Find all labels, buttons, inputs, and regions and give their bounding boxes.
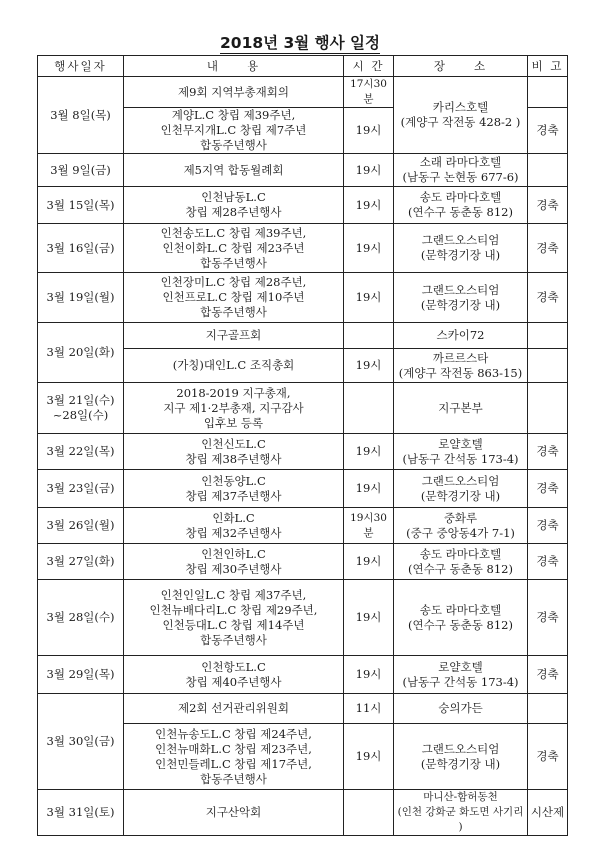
content-cell: 인천뉴송도L.C 창립 제24주년, 인천뉴매화L.C 창립 제23주년, 인천민들레L.C 창립 제17주년, 합동주년행사 <box>124 724 344 790</box>
place-cell: 소래 라마다호텔 (남동구 논현동 677-6) <box>394 154 528 187</box>
content-cell: 인천남동L.C 창립 제28주년행사 <box>124 187 344 224</box>
table-row <box>38 656 568 694</box>
remark-cell: 경축 <box>528 508 568 544</box>
table-row <box>38 323 568 349</box>
table-row <box>38 544 568 580</box>
date-cell: 3월 15일(목) <box>38 187 124 224</box>
time-cell: 19시30분 <box>344 508 394 544</box>
date-cell: 3월 29일(목) <box>38 656 124 694</box>
date-cell: 3월 26일(월) <box>38 508 124 544</box>
remark-cell: 시산제 <box>528 790 568 836</box>
table-row <box>38 580 568 656</box>
date-cell: 3월 30일(금) <box>38 694 124 790</box>
date-cell: 3월 9일(금) <box>38 154 124 187</box>
remark-cell: 경축 <box>528 544 568 580</box>
time-cell <box>344 790 394 836</box>
table-row <box>38 470 568 508</box>
remark-cell: 경축 <box>528 224 568 273</box>
table-row <box>38 790 568 836</box>
place-cell: 로얄호텔 (남동구 간석동 173-4) <box>394 656 528 694</box>
remark-cell: 경축 <box>528 108 568 154</box>
content-cell: 인천인하L.C 창립 제30주년행사 <box>124 544 344 580</box>
remark-cell: 경축 <box>528 470 568 508</box>
content-cell: 인천인일L.C 창립 제37주년, 인천뉴배다리L.C 창립 제29주년, 인천등대L.C 창립 제14주년 합동주년행사 <box>124 580 344 656</box>
content-cell: 지구골프회 <box>124 323 344 349</box>
date-cell: 3월 20일(화) <box>38 323 124 383</box>
remark-cell <box>528 154 568 187</box>
time-cell: 19시 <box>344 273 394 323</box>
place-cell: 숭의가든 <box>394 694 528 724</box>
place-cell: 송도 라마다호텔 (연수구 동춘동 812) <box>394 187 528 224</box>
content-cell: 인천신도L.C 창립 제38주년행사 <box>124 434 344 470</box>
remark-cell: 경축 <box>528 580 568 656</box>
content-cell: 인화L.C 창립 제32주년행사 <box>124 508 344 544</box>
table-row <box>38 224 568 273</box>
content-cell: 인천송도L.C 창립 제39주년, 인천이화L.C 창립 제23주년 합동주년행사 <box>124 224 344 273</box>
place-cell: 마니산-함허동천 (인천 강화군 화도면 사기리 ) <box>394 790 528 836</box>
remark-cell <box>528 383 568 434</box>
content-cell: 제5지역 합동월례회 <box>124 154 344 187</box>
content-cell: 인천장미L.C 창립 제28주년, 인천프로L.C 창립 제10주년 합동주년행사 <box>124 273 344 323</box>
remark-cell <box>528 323 568 349</box>
place-cell: 그랜드오스티엄 (문학경기장 내) <box>394 273 528 323</box>
header-time: 시 간 <box>344 56 394 77</box>
schedule-table <box>37 55 568 836</box>
date-cell: 3월 27일(화) <box>38 544 124 580</box>
date-cell: 3월 22일(목) <box>38 434 124 470</box>
table-row <box>38 187 568 224</box>
header-date: 행사일자 <box>38 56 124 77</box>
place-cell: 스카이72 <box>394 323 528 349</box>
content-cell: 제9회 지역부총재회의 <box>124 77 344 108</box>
place-cell: 송도 라마다호텔 (연수구 동춘동 812) <box>394 544 528 580</box>
content-cell: 2018-2019 지구총재, 지구 제1·2부총재, 지구감사 입후보 등록 <box>124 383 344 434</box>
date-cell: 3월 16일(금) <box>38 224 124 273</box>
content-cell: 지구산악회 <box>124 790 344 836</box>
date-cell: 3월 8일(목) <box>38 77 124 154</box>
time-cell: 19시 <box>344 224 394 273</box>
content-cell: 계양L.C 창립 제39주년, 인천무지개L.C 창립 제7주년 합동주년행사 <box>124 108 344 154</box>
table-row <box>38 434 568 470</box>
time-cell: 19시 <box>344 434 394 470</box>
table-row <box>38 383 568 434</box>
table-row <box>38 273 568 323</box>
table-row <box>38 508 568 544</box>
remark-cell: 경축 <box>528 187 568 224</box>
header-remark: 비 고 <box>528 56 568 77</box>
time-cell <box>344 383 394 434</box>
header-content: 내 용 <box>124 56 344 77</box>
content-cell: 인천동양L.C 창립 제37주년행사 <box>124 470 344 508</box>
time-cell: 19시 <box>344 349 394 383</box>
place-cell: 그랜드오스티엄 (문학경기장 내) <box>394 224 528 273</box>
date-cell: 3월 23일(금) <box>38 470 124 508</box>
header-place: 장 소 <box>394 56 528 77</box>
content-cell: (가칭)대인L.C 조직총회 <box>124 349 344 383</box>
place-cell: 로얄호텔 (남동구 간석동 173-4) <box>394 434 528 470</box>
remark-cell: 경축 <box>528 724 568 790</box>
date-cell: 3월 28일(수) <box>38 580 124 656</box>
time-cell: 19시 <box>344 724 394 790</box>
remark-cell: 경축 <box>528 656 568 694</box>
time-cell <box>344 323 394 349</box>
time-cell: 19시 <box>344 108 394 154</box>
remark-cell: 경축 <box>528 434 568 470</box>
table-row <box>38 694 568 724</box>
time-cell: 17시30분 <box>344 77 394 108</box>
table-row <box>38 77 568 108</box>
time-cell: 11시 <box>344 694 394 724</box>
header-row <box>38 56 568 77</box>
place-cell: 까르르스타 (계양구 작전동 863-15) <box>394 349 528 383</box>
place-cell: 지구본부 <box>394 383 528 434</box>
content-cell: 제2회 선거관리위원회 <box>124 694 344 724</box>
remark-cell <box>528 694 568 724</box>
remark-cell <box>528 77 568 108</box>
place-cell: 그랜드오스티엄 (문학경기장 내) <box>394 724 528 790</box>
remark-cell <box>528 349 568 383</box>
date-cell: 3월 19일(월) <box>38 273 124 323</box>
place-cell: 송도 라마다호텔 (연수구 동춘동 812) <box>394 580 528 656</box>
time-cell: 19시 <box>344 470 394 508</box>
table-row <box>38 154 568 187</box>
date-cell: 3월 21일(수) ~28일(수) <box>38 383 124 434</box>
time-cell: 19시 <box>344 656 394 694</box>
time-cell: 19시 <box>344 580 394 656</box>
document-title: 2018년 3월 행사 일정 <box>220 34 380 52</box>
content-cell: 인천항도L.C 창립 제40주년행사 <box>124 656 344 694</box>
time-cell: 19시 <box>344 154 394 187</box>
time-cell: 19시 <box>344 187 394 224</box>
place-cell: 중화루 (중구 중앙동4가 7-1) <box>394 508 528 544</box>
time-cell: 19시 <box>344 544 394 580</box>
place-cell: 카리스호텔 (계양구 작전동 428-2 ) <box>394 77 528 154</box>
date-cell: 3월 31일(토) <box>38 790 124 836</box>
place-cell: 그랜드오스티엄 (문학경기장 내) <box>394 470 528 508</box>
remark-cell: 경축 <box>528 273 568 323</box>
